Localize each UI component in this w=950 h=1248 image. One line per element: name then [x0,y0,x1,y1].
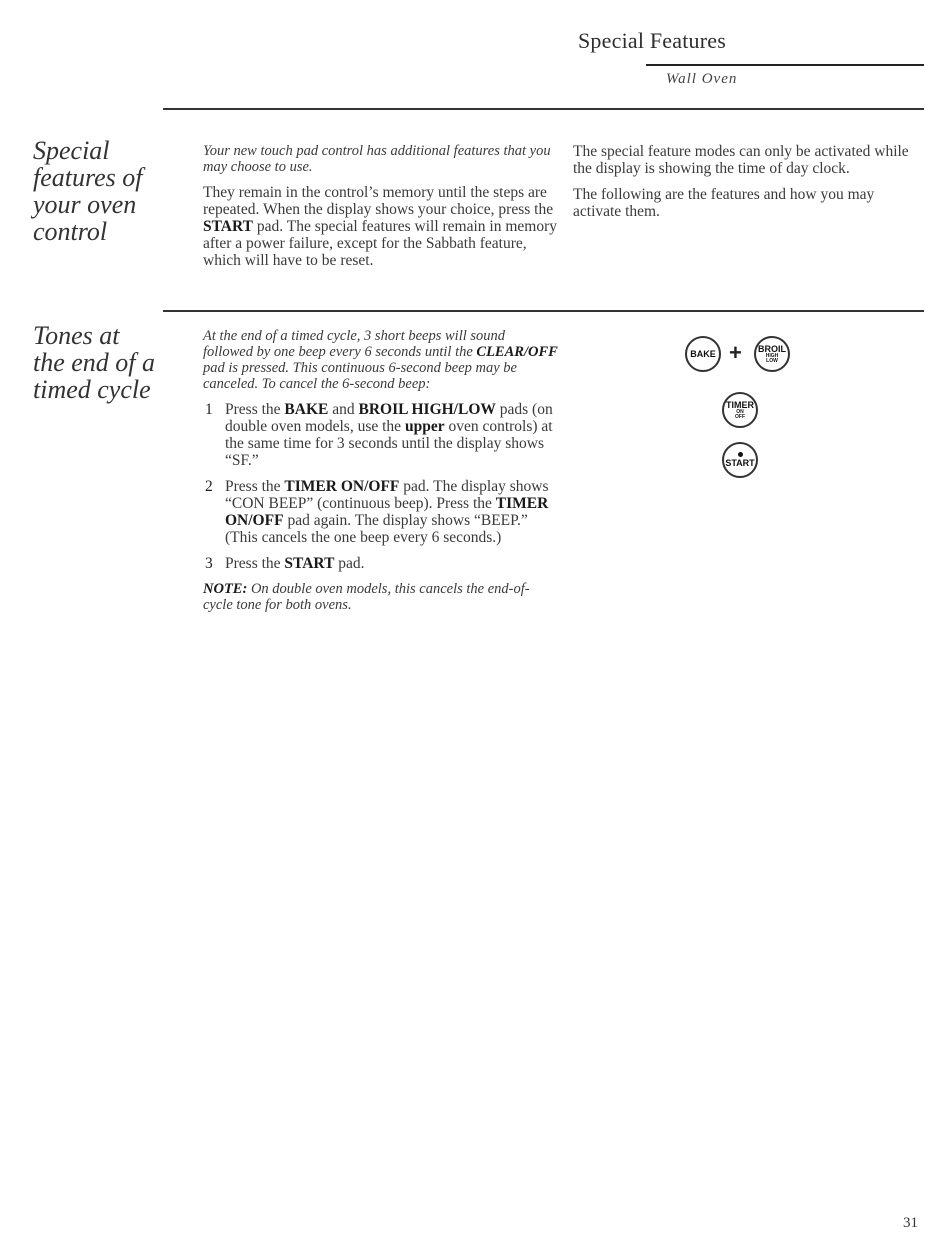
step-item: 1 Press the BAKE and BROIL HIGH/LOW pads (on double oven models, use the upper oven controls) at the same time for 3 seconds until the display shows “SF.” [205,401,553,469]
bake-pad-icon: BAKE [685,336,721,372]
plus-icon: + [729,340,742,365]
section2-intro: At the end of a timed cycle, 3 short beeps will sound followed by one beep every 6 seconds until the CLEAR/OFF pad is pressed. This continuous 6-second beep may be canceled. To cancel the 6-second beep: [203,328,558,392]
title-line: your oven [33,190,137,219]
section-divider-middle [163,310,924,312]
start-pad-icon: START [722,442,758,478]
section1-column-left [203,143,558,278]
title-line: timed cycle [33,375,151,404]
section2-column [203,328,558,622]
note-label: NOTE: [203,581,248,597]
start-pad-label: START [203,218,253,235]
instruction-steps [203,401,558,572]
step-number: 2 [205,478,213,495]
step-item: 3 Press the START pad. [205,555,365,572]
title-line: the end of a [33,348,156,377]
clear-off-pad-label: CLEAR/OFF [476,344,558,360]
section1-paragraph-2: The special feature modes can only be activated while the display is showing the time of day clock. [573,143,909,177]
header-rule [646,64,924,66]
broil-pad-icon: BROIL HIGH LOW [754,336,790,372]
page-number: 31 [903,1215,918,1231]
start-indicator-icon [738,452,743,457]
page-header-subtitle: Wall Oven [666,71,738,87]
note: NOTE: On double oven models, this cancels the end-of-cycle tone for both ovens. [203,581,530,613]
title-line: Special [33,136,110,165]
step-number: 1 [205,401,213,418]
step-item: 2 Press the TIMER ON/OFF pad. The display shows “CON BEEP” (continuous beep). Press the TIMER ON/OFF pad again. The display shows “BEEP.” (This cancels the one beep every 6 seconds.) [205,478,549,546]
title-line: features of [33,163,143,192]
title-line: Tones at [33,321,120,350]
section1-column-right [573,143,925,229]
title-line: control [33,217,108,246]
step-number: 3 [205,555,213,572]
section-divider-top [163,108,924,110]
page-header-title: Special Features [578,28,726,53]
section-title-tones [33,322,155,403]
section-title-special-features [33,137,143,245]
section1-paragraph: They remain in the control’s memory until the steps are repeated. When the display shows your choice, press the START pad. The special features will remain in memory after a power failure, except for the Sabbath feature, which will have to be reset. [203,184,558,269]
section1-paragraph-3: The following are the features and how you may activate them. [573,186,875,220]
timer-pad-icon: TIMER ON OFF [722,392,758,428]
section1-intro: Your new touch pad control has additional features that you may choose to use. [203,143,551,175]
